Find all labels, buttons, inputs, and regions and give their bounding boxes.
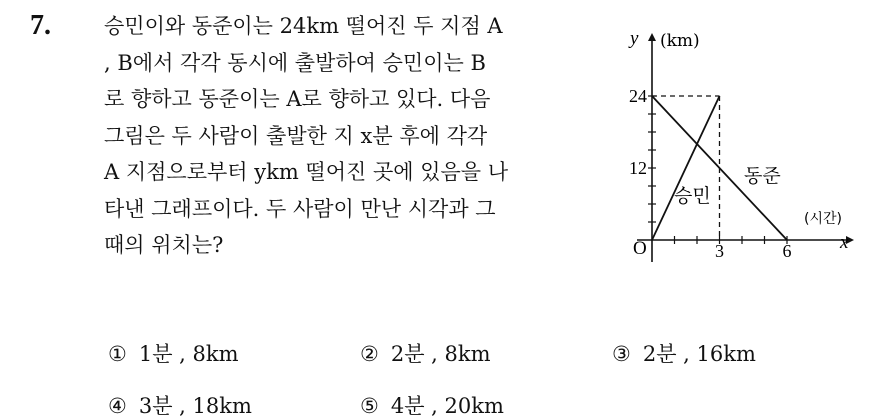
y-tick-label: 24 [629, 86, 647, 106]
question-line: 타낸 그래프이다. 두 사람이 만난 시각과 그 [104, 196, 496, 221]
origin-label: O [633, 238, 647, 259]
x-unit-label: (시간) [804, 211, 842, 227]
choice-text: 3분 , 18km [138, 394, 252, 418]
choice-2[interactable] [360, 338, 491, 368]
choice-mark: ③ [612, 342, 631, 366]
choice-mark: ② [360, 342, 379, 366]
x-axis-label: x [840, 232, 849, 253]
question-line: 로 향하고 동준이는 A로 향하고 있다. 다음 [104, 87, 491, 111]
series-line-seungmin [652, 96, 720, 240]
choice-3[interactable] [612, 338, 756, 368]
choice-mark: ① [108, 342, 127, 366]
question-line: 때의 위치는? [104, 233, 224, 257]
choice-text: 2분 , 8km [390, 342, 491, 366]
choice-4[interactable] [108, 390, 252, 420]
y-axis-label: y [630, 28, 639, 49]
choice-mark: ④ [108, 394, 127, 418]
choice-mark: ⑤ [360, 394, 379, 418]
choice-text: 2분 , 16km [642, 342, 756, 366]
question-number: 7. [30, 10, 51, 41]
choice-text: 4분 , 20km [390, 394, 504, 418]
line-label-seungmin: 승민 [674, 185, 711, 207]
y-tick-label: 12 [629, 158, 647, 178]
question-line: 그림은 두 사람이 출발한 지 x분 후에 각각 [104, 123, 488, 148]
question-text [104, 8, 594, 264]
question-line: , B에서 각각 동시에 출발하여 승민이는 B [104, 50, 486, 75]
y-unit-label: (km) [660, 31, 700, 51]
x-tick-label: 3 [715, 241, 724, 261]
choice-text: 1분 , 8km [138, 342, 239, 366]
distance-time-graph [612, 22, 872, 272]
choice-1[interactable] [108, 338, 239, 368]
question-line: 승민이와 동준이는 24km 떨어진 두 지점 A [104, 14, 503, 38]
line-label-dongjun: 동준 [744, 165, 781, 187]
x-tick-label: 6 [782, 241, 792, 261]
question-line: A 지점으로부터 ykm 떨어진 곳에 있음을 나 [104, 160, 509, 184]
choice-5[interactable] [360, 390, 504, 420]
